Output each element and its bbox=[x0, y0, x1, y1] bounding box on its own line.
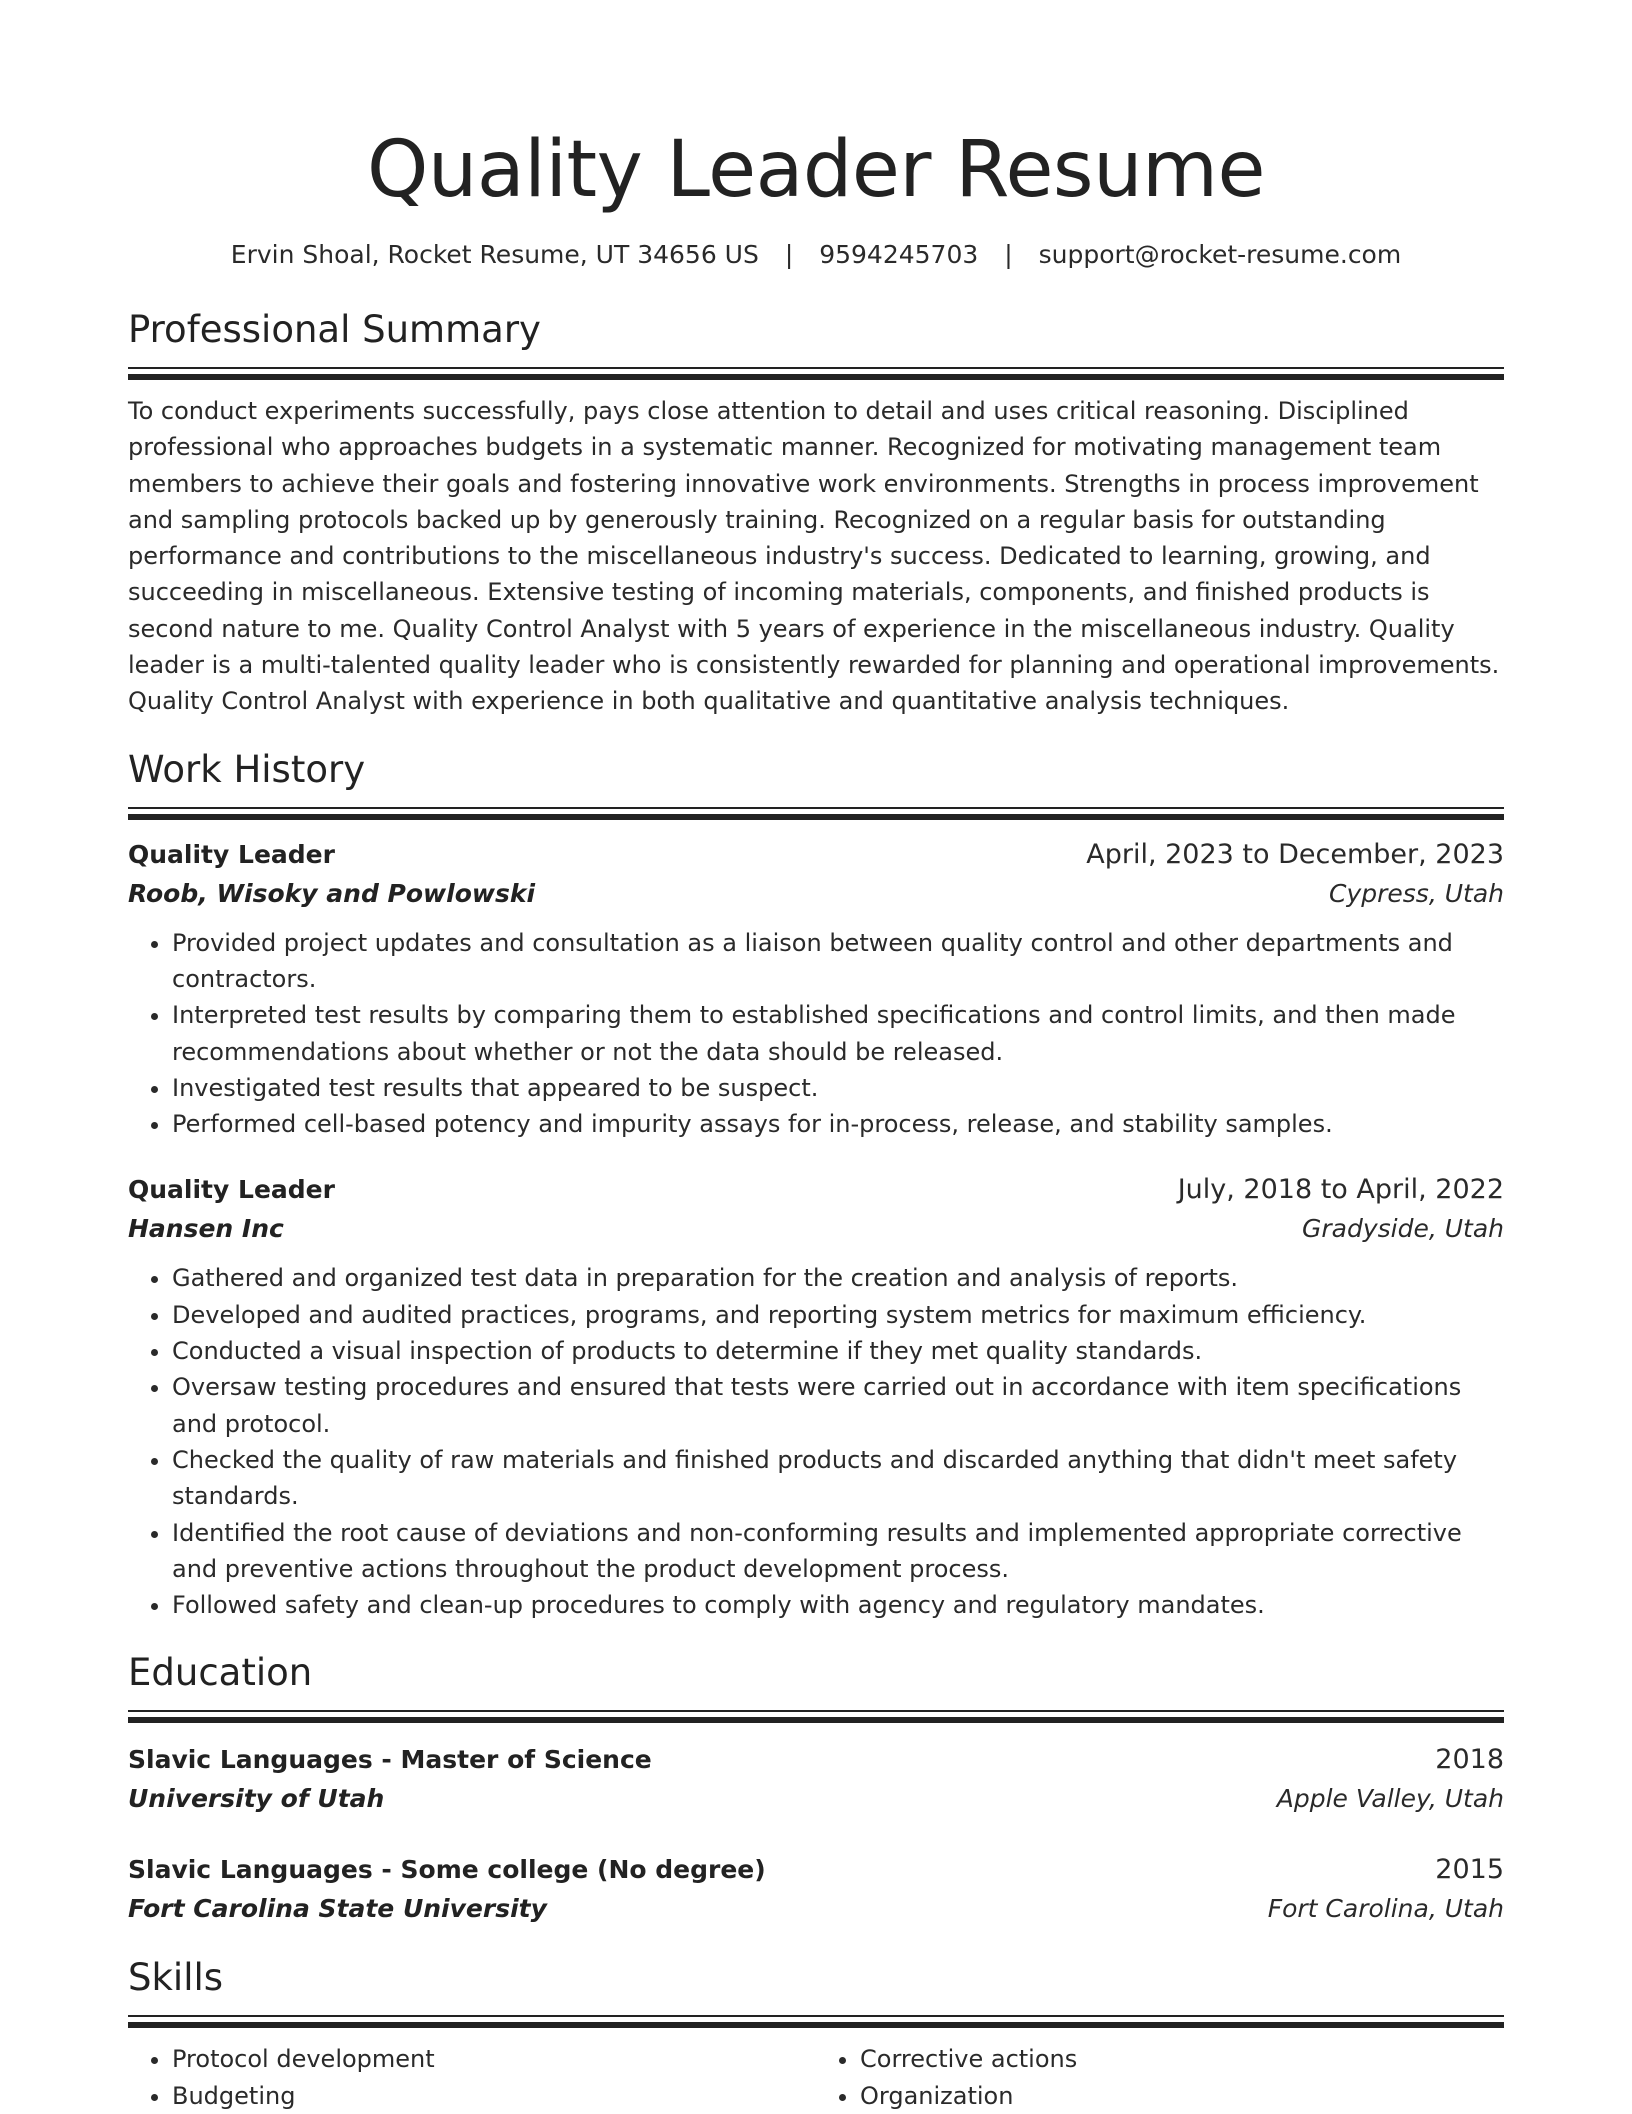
summary-section bbox=[128, 306, 1504, 720]
job-bullets bbox=[128, 925, 1504, 1143]
section-divider bbox=[128, 367, 1504, 379]
education-location: Fort Carolina, Utah bbox=[1267, 1894, 1504, 1924]
section-heading: Skills bbox=[128, 1956, 224, 2000]
list-item: • Provided project updates and consultation as a liaison between quality control and other departments and contractors. bbox=[172, 925, 1504, 998]
education-location: Apple Valley, Utah bbox=[1276, 1784, 1504, 1814]
list-item: • Organization bbox=[860, 2078, 1504, 2114]
section-heading: Education bbox=[128, 1651, 313, 1695]
job-location: Cypress, Utah bbox=[1329, 878, 1504, 908]
contact-phone: 9594245703 bbox=[819, 240, 979, 269]
contact-line bbox=[128, 238, 1504, 272]
resume-title: Quality Leader Resume bbox=[367, 125, 1265, 215]
contact-email: support@rocket-resume.com bbox=[1038, 240, 1402, 269]
section-divider bbox=[128, 807, 1504, 819]
list-item: • Budgeting bbox=[172, 2078, 816, 2114]
job-entry bbox=[128, 1170, 1504, 1623]
education-degree: Slavic Languages - Master of Science bbox=[128, 1745, 652, 1775]
section-heading: Work History bbox=[128, 747, 366, 791]
work-history-section bbox=[128, 746, 1504, 1624]
section-heading: Professional Summary bbox=[128, 308, 541, 351]
contact-separator: | bbox=[784, 240, 794, 269]
skills-columns bbox=[128, 2041, 1504, 2114]
list-item: • Conducted a visual inspection of products to determine if they met quality standards. bbox=[172, 1333, 1504, 1369]
list-item: • Corrective actions bbox=[860, 2041, 1504, 2077]
skills-list-left bbox=[128, 2041, 816, 2114]
job-bullets bbox=[128, 1260, 1504, 1623]
job-location: Gradyside, Utah bbox=[1301, 1214, 1504, 1244]
education-school: Fort Carolina State University bbox=[128, 1894, 547, 1924]
job-entry bbox=[128, 835, 1504, 1143]
list-item: • Gathered and organized test data in preparation for the creation and analysis of reports. bbox=[172, 1260, 1504, 1296]
list-item: • Oversaw testing procedures and ensured that tests were carried out in accordance with item specifications and protocol. bbox=[172, 1369, 1504, 1442]
list-item: • Developed and audited practices, programs, and reporting system metrics for maximum efficiency. bbox=[172, 1297, 1504, 1333]
list-item: • Protocol development bbox=[172, 2041, 816, 2077]
job-title: Quality Leader bbox=[128, 1175, 335, 1205]
list-item: • Investigated test results that appeared to be suspect. bbox=[172, 1070, 1504, 1106]
education-school: University of Utah bbox=[128, 1784, 385, 1814]
education-entry bbox=[128, 1850, 1504, 1928]
education-entry bbox=[128, 1740, 1504, 1818]
education-year: 2018 bbox=[1435, 1744, 1504, 1776]
section-divider bbox=[128, 2015, 1504, 2027]
contact-address: Ervin Shoal, Rocket Resume, UT 34656 US bbox=[230, 240, 759, 269]
job-dates: July, 2018 to April, 2022 bbox=[1177, 1174, 1504, 1206]
list-item: • Interpreted test results by comparing them to established specifications and control limits, and then made recommendations about whether or not the data should be released. bbox=[172, 997, 1504, 1070]
education-section bbox=[128, 1649, 1504, 1928]
list-item: • Checked the quality of raw materials and finished products and discarded anything that didn't meet safety standards. bbox=[172, 1442, 1504, 1515]
list-item: • Identified the root cause of deviations and non-conforming results and implemented appropriate corrective and preventive actions throughout the product development process. bbox=[172, 1515, 1504, 1588]
job-company: Roob, Wisoky and Powlowski bbox=[128, 878, 536, 908]
education-year: 2015 bbox=[1435, 1854, 1504, 1886]
job-company: Hansen Inc bbox=[128, 1214, 284, 1244]
education-degree: Slavic Languages - Some college (No degree) bbox=[128, 1855, 766, 1885]
skills-section bbox=[128, 1954, 1504, 2114]
contact-separator: | bbox=[1004, 240, 1013, 269]
job-dates: April, 2023 to December, 2023 bbox=[1086, 838, 1504, 870]
list-item: • Performed cell-based potency and impurity assays for in-process, release, and stability samples. bbox=[172, 1106, 1504, 1142]
skills-list-right bbox=[816, 2041, 1504, 2114]
summary-text: To conduct experiments successfully, pays close attention to detail and uses critical reasoning. Disciplined professional who approaches budgets in a systematic manner. Recognized for motivating management team members to achieve their goals and fostering innovative work environments. Strengths in process improvement and sampling protocols backed up by generously training. Recognized on a regular basis for outstanding performance and contributions to the miscellaneous industry's success. Dedicated to learning, growing, and succeeding in miscellaneous. Extensive testing of incoming materials, components, and finished products is second nature to me. Quality Control Analyst with 5 years of experience in the miscellaneous industry. Quality leader is a multi-talented quality leader who is consistently rewarded for planning and operational improvements. Quality Control Analyst with experience in both qualitative and quantitative analysis techniques. bbox=[128, 397, 1500, 716]
job-title: Quality Leader bbox=[128, 839, 335, 869]
list-item: • Followed safety and clean-up procedures to comply with agency and regulatory mandates. bbox=[172, 1587, 1504, 1623]
section-divider bbox=[128, 1710, 1504, 1722]
